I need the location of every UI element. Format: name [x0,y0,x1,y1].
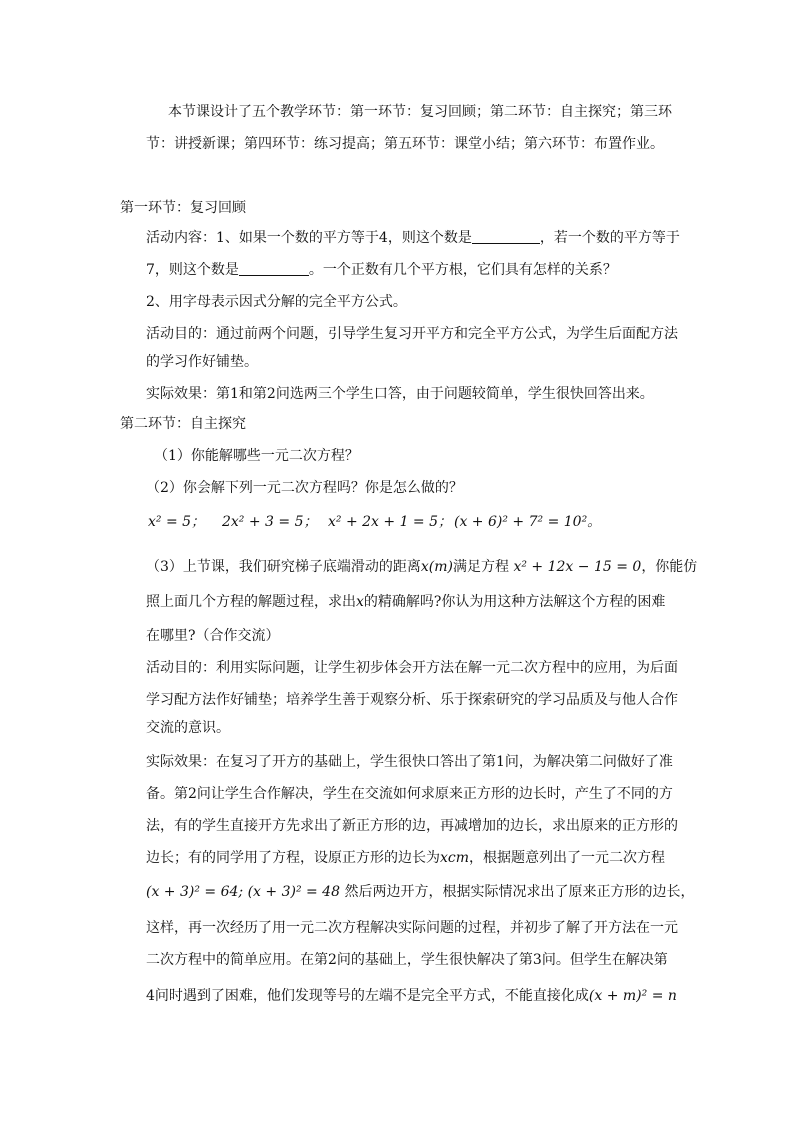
section-2-effect-line-1: 实际效果：在复习了开方的基础上，学生很快口答出了第1问，为解决第二问做好了准 [146,754,673,770]
section-2-purpose-line-1: 活动目的：利用实际问题，让学生初步体会开方法在解一元二次方程中的应用，为后面 [146,660,678,676]
section-2-question-3-line-2: 照上面几个方程的解题过程，求出x的精确解吗?你认为用这种方法解这个方程的困难 [146,594,666,610]
section-2-effect-line-8: 4问时遇到了困难，他们发现等号的左端不是完全平方式，不能直接化成(x + m)² = n [146,988,677,1004]
section-2-effect-line-4: 边长；有的同学用了方程，设原正方形的边长为xcm，根据题意列出了一元二次方程 [146,850,666,866]
section-1-title: 第一环节：复习回顾 [120,200,246,216]
answer-blank-1 [472,229,540,244]
equation-1: x² = 5； [148,514,206,530]
intro-line-2: 节：讲授新课；第四环节：练习提高；第五环节：课堂小结；第六环节：布置作业。 [146,136,664,152]
section-2-purpose-line-3: 交流的意识。 [146,720,230,736]
section-2-question-3-line-3: 在哪里?（合作交流） [146,628,280,644]
section-2-effect-line-7: 二次方程中的简单应用。在第2问的基础上，学生很快解决了第3问。但学生在解决第 [146,952,668,968]
equation-2: 2x² + 3 = 5； [222,514,318,530]
section-1-activity-line-2: 7，则这个数是 。一个正数有几个平方根，它们具有怎样的关系？ [146,262,617,278]
equation-3: x² + 2x + 1 = 5； [328,514,453,530]
section-2-effect-line-2: 备。第2问让学生合作解决，学生在交流如何求原来正方形的边长时，产生了不同的方 [146,786,673,802]
section-2-question-2: （2）你会解下列一元二次方程吗？你是怎么做的？ [146,480,463,496]
intro-line-1: 本节课设计了五个教学环节：第一环节：复习回顾；第二环节：自主探究；第三环 [168,104,672,120]
section-2-effect-line-6: 这样，再一次经历了用一元二次方程解决实际问题的过程，并初步了解了开方法在一元 [146,920,678,936]
section-2-question-1: （1）你能解哪些一元二次方程？ [154,448,359,464]
section-2-purpose-line-2: 学习配方法作好铺垫；培养学生善于观察分析、乐于探索研究的学习品质及与他人合作 [146,692,678,708]
section-2-question-3-line-1: （3）上节课，我们研究梯子底端滑动的距离x(m)满足方程 x² + 12x − 15 = 0，你能仿 [146,559,698,575]
section-2-effect-line-3: 法，有的学生直接开方先求出了新正方形的边，再减增加的边长，求出原来的正方形的 [146,818,678,834]
section-1-effect: 实际效果：第1和第2问选两三个学生口答，由于问题较简单，学生很快回答出来。 [146,386,654,402]
section-1-activity-line-1: 活动内容：1、如果一个数的平方等于4，则这个数是 ，若一个数的平方等于 [146,230,680,246]
section-1-item-2: 2、用字母表示因式分解的完全平方公式。 [146,294,407,310]
section-2-effect-line-5: (x + 3)² = 64; (x + 3)² = 48 然后两边开方，根据实际情况求出了原来正方形的边长， [146,884,695,900]
section-1-purpose-line-1: 活动目的：通过前两个问题，引导学生复习开平方和完全平方公式，为学生后面配方法 [146,326,678,342]
section-1-purpose-line-2: 的学习作好铺垫。 [146,354,258,370]
section-2-title: 第二环节：自主探究 [120,416,246,432]
equation-4: (x + 6)² + 7² = 10²。 [454,514,602,530]
answer-blank-2 [239,261,309,276]
